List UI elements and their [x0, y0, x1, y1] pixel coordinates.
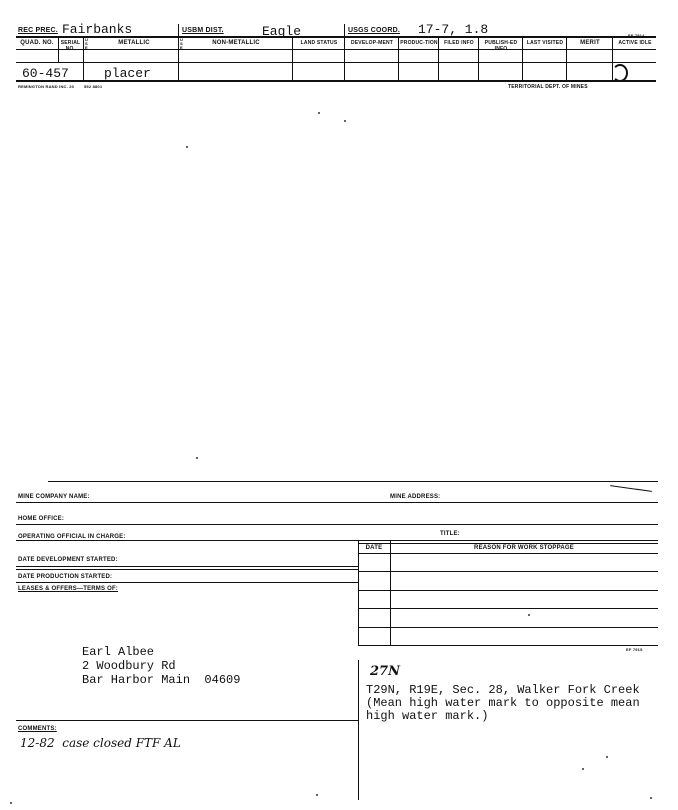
- col-development: DEVELOP-MENT: [350, 40, 394, 46]
- scan-speck: [318, 112, 320, 114]
- edge-stroke: [610, 485, 652, 492]
- prod-started-label: DATE PRODUCTION STARTED:: [18, 574, 113, 580]
- reason-column-header: REASON FOR WORK STOPPAGE: [474, 545, 574, 551]
- scan-speck: [186, 146, 188, 148]
- col-quad-no: QUAD. NO.: [20, 40, 54, 46]
- lessee-city: Bar Harbor Main 04609: [82, 673, 241, 687]
- col-use-non-metallic: U S E: [180, 37, 184, 50]
- top-footer-codes: 552 8801: [84, 84, 103, 89]
- col-active-idle: ACTIVE IDLE: [618, 40, 652, 46]
- col-last-visited: LAST VISITED: [526, 40, 564, 46]
- home-office-label: HOME OFFICE:: [18, 516, 65, 522]
- location-line-3: high water mark.): [366, 709, 489, 723]
- rec-prec-label: REC PREC.: [18, 27, 58, 34]
- usgs-coord-value: 17-7, 1.8: [418, 22, 489, 37]
- col-non-metallic: NON-METALLIC: [212, 40, 260, 46]
- col-published-info: PUBLISH-ED INFO: [484, 40, 518, 52]
- operating-official-label: OPERATING OFFICIAL IN CHARGE:: [18, 534, 126, 540]
- scan-speck: [316, 794, 318, 796]
- lessee-street: 2 Woodbury Rd: [82, 659, 176, 673]
- bottom-form-code: EF 7915: [626, 647, 643, 652]
- top-form-code: EF 7914: [628, 33, 645, 38]
- punch-hole-icon: [612, 64, 628, 82]
- scan-speck: [582, 768, 584, 770]
- lessee-name: Earl Albee: [82, 645, 155, 659]
- col-production: PRODUC-TION: [400, 40, 438, 46]
- scan-speck: [344, 120, 346, 122]
- date-column-header: DATE: [365, 545, 383, 551]
- col-metallic: METALLIC: [118, 40, 150, 46]
- serial-value: 60-457: [22, 66, 69, 81]
- top-footer-right: TERRITORIAL DEPT. OF MINES: [508, 84, 588, 90]
- scan-speck: [650, 797, 652, 799]
- township-correction: 27N: [370, 664, 400, 679]
- usgs-coord-label: USGS COORD.: [348, 27, 400, 34]
- mine-company-label: MINE COMPANY NAME:: [18, 494, 90, 500]
- col-land-status: LAND STATUS: [300, 40, 338, 46]
- col-use-metallic: U S E: [85, 37, 89, 50]
- col-merit: MERIT: [580, 40, 600, 46]
- scan-speck: [196, 457, 198, 459]
- top-footer-left: REMINGTON RAND INC. 20: [18, 84, 75, 89]
- title-label: TITLE:: [440, 531, 460, 537]
- col-filed-info: FILED INFO: [444, 40, 474, 46]
- col-serial-no: SERIAL NO.: [60, 40, 81, 52]
- comments-value: 12-82 case closed FTF AL: [20, 736, 181, 750]
- rec-prec-value: Fairbanks: [62, 22, 133, 37]
- scan-speck: [606, 756, 608, 758]
- leases-label: LEASES & OFFERS—TERMS OF:: [18, 586, 119, 592]
- scan-speck: [528, 614, 530, 616]
- mine-address-label: MINE ADDRESS:: [390, 494, 441, 500]
- metallic-value: placer: [104, 66, 151, 81]
- scan-speck: [10, 802, 12, 804]
- comments-label: COMMENTS:: [18, 726, 57, 732]
- location-line-1: T29N, R19E, Sec. 28, Walker Fork Creek: [366, 683, 640, 697]
- usbm-dist-label: USBM DIST.: [182, 27, 224, 34]
- dev-started-label: DATE DEVELOPMENT STARTED:: [18, 557, 118, 563]
- usbm-dist-value: Eagle: [262, 24, 302, 39]
- location-line-2: (Mean high water mark to opposite mean: [366, 696, 640, 710]
